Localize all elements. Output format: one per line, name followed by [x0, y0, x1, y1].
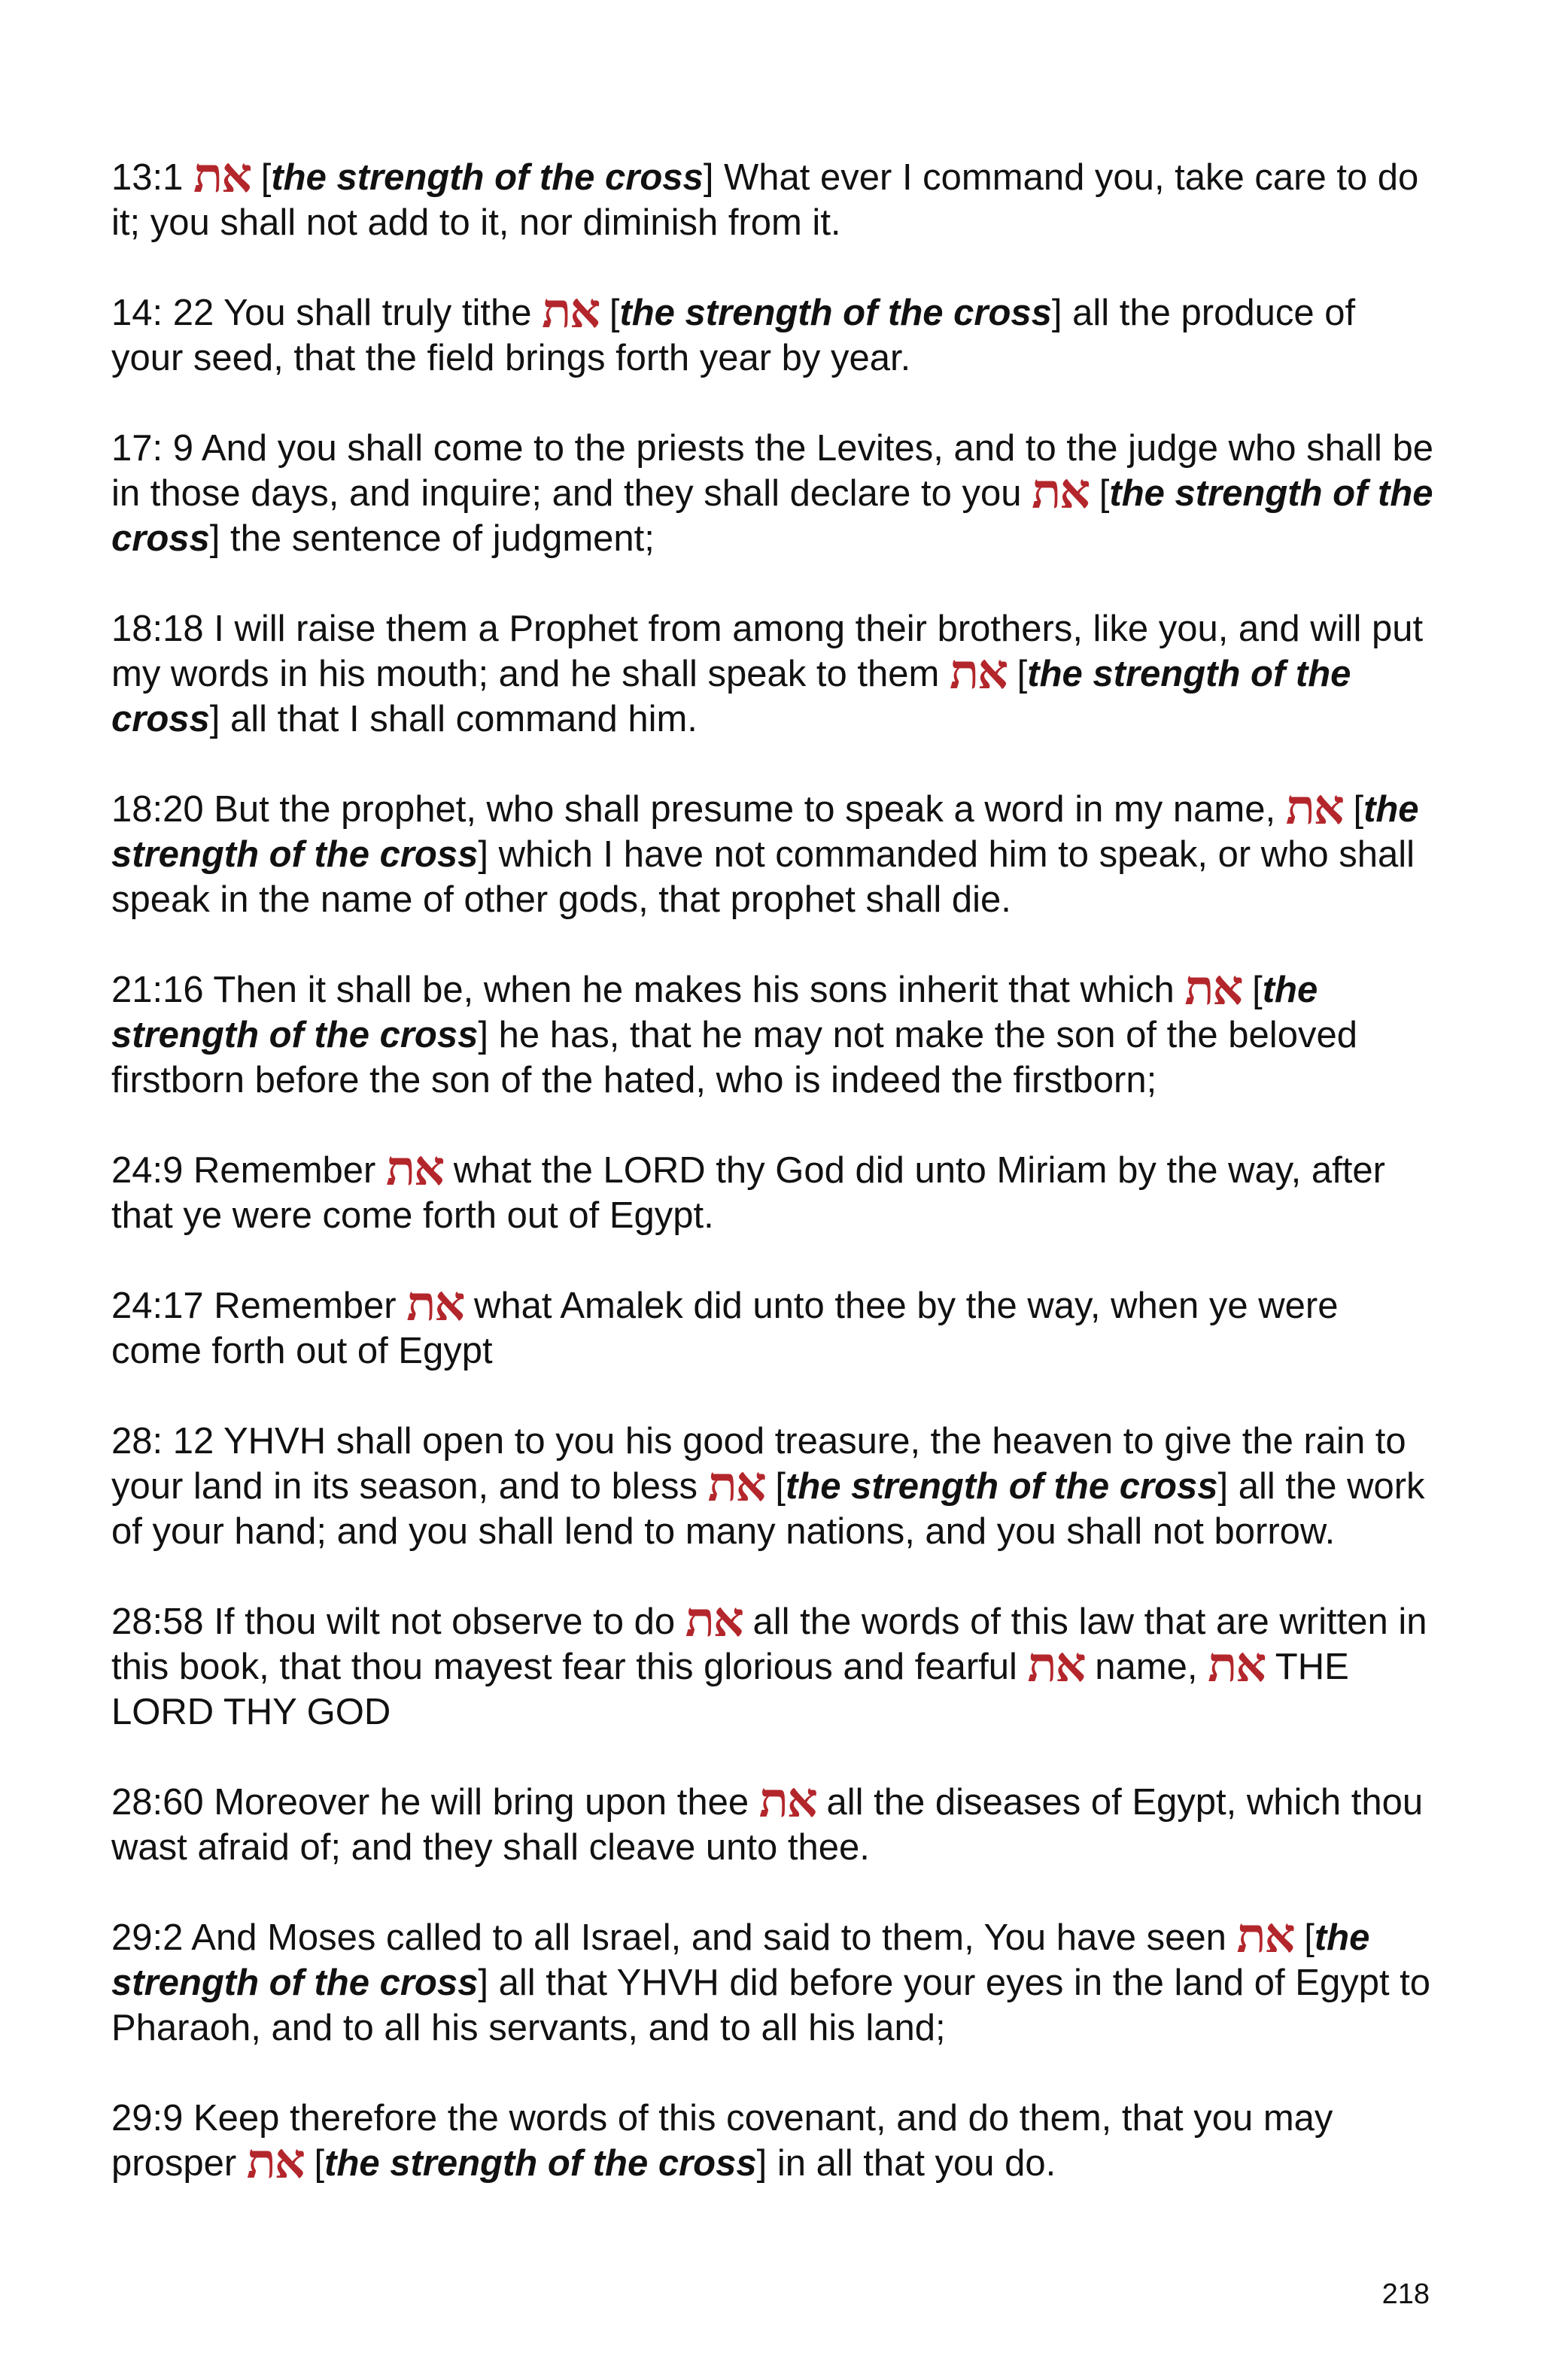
aleph-tav-glyph: את	[406, 1276, 464, 1332]
aleph-tav-glyph: את	[1184, 960, 1242, 1016]
verse-text: [	[1293, 1917, 1315, 1958]
strength-of-cross-phrase: the strength of the cross	[111, 789, 1419, 875]
verse-text: name,	[1084, 1647, 1208, 1687]
aleph-tav-glyph: את	[758, 1772, 816, 1829]
verse-text: [	[1089, 473, 1110, 514]
verse-text: 24:17 Remember	[111, 1286, 407, 1326]
verse-text: all the diseases of Egypt, which thou wast afraid of; and they shall cleave unto thee.	[111, 1782, 1424, 1868]
verse-text: 28:60 Moreover he will bring upon thee	[111, 1782, 759, 1823]
verse-text: [	[599, 293, 620, 333]
strength-of-cross-phrase: the strength of the cross	[786, 1466, 1218, 1507]
verse-text: [	[303, 2143, 325, 2184]
verse-13-1	[111, 147, 1436, 245]
verse-text: 29:2 And Moses called to all Israel, and said to them, You have seen	[111, 1917, 1237, 1958]
aleph-tav-glyph: את	[1236, 1908, 1294, 1964]
verse-24-17	[111, 1276, 1436, 1374]
verse-text: [	[764, 1466, 786, 1507]
verse-text: all the words of this law that are written in this book, that thou mayest fear this glorious and fearful	[111, 1601, 1427, 1687]
verse-18-18	[111, 606, 1436, 742]
verse-28-12	[111, 1419, 1436, 1554]
verse-28-60	[111, 1772, 1436, 1870]
verse-29-2	[111, 1908, 1436, 2051]
verse-text: [	[1342, 789, 1364, 830]
verse-21-16	[111, 960, 1436, 1103]
verse-text: ] in all that you do.	[756, 2143, 1056, 2184]
verse-29-9	[111, 2096, 1436, 2190]
strength-of-cross-phrase: the strength of the cross	[111, 473, 1433, 559]
verse-text: what Amalek did unto thee by the way, when ye were come forth out of Egypt	[111, 1286, 1339, 1371]
strength-of-cross-phrase: the strength of the cross	[111, 970, 1318, 1055]
strength-of-cross-phrase: the strength of the cross	[271, 157, 704, 198]
aleph-tav-glyph: את	[385, 1140, 444, 1197]
verse-text: ] all the produce of your seed, that the field brings forth year by year.	[111, 293, 1356, 378]
aleph-tav-glyph: את	[685, 1592, 743, 1648]
verse-text: 14: 22 You shall truly tithe	[111, 293, 543, 333]
verse-text: 18:20 But the prophet, who shall presume to speak a word in my name,	[111, 789, 1286, 830]
verse-28-58	[111, 1592, 1436, 1735]
verse-text: 21:16 Then it shall be, when he makes his sons inherit that which	[111, 970, 1185, 1010]
verse-text: [	[1007, 654, 1028, 694]
verse-text: THE LORD THY GOD	[111, 1647, 1349, 1732]
verse-14-22	[111, 283, 1436, 381]
aleph-tav-glyph: את	[1208, 1637, 1266, 1693]
verse-text: ] What ever I command you, take care to do it; you shall not add to it, nor diminish from it.	[111, 157, 1419, 243]
verse-18-20	[111, 779, 1436, 922]
verse-text: ] the sentence of judgment;	[209, 518, 655, 559]
verse-text: [	[1242, 970, 1263, 1010]
verse-17-9	[111, 426, 1436, 561]
aleph-tav-glyph: את	[949, 644, 1008, 700]
aleph-tav-glyph: את	[1285, 779, 1343, 836]
verse-text: 17: 9 And you shall come to the priests the Levites, and to the judge who shall be in those days, and inquire; and they shall declare to you	[111, 428, 1433, 514]
strength-of-cross-phrase: the strength of the cross	[619, 293, 1052, 333]
strength-of-cross-phrase: the strength of the cross	[324, 2143, 757, 2184]
verse-24-9	[111, 1140, 1436, 1238]
strength-of-cross-phrase: the strength of the cross	[111, 654, 1351, 739]
verse-text: ] which I have not commanded him to speak, or who shall speak in the name of other gods, that prophet shall die.	[111, 834, 1415, 920]
verse-text: ] all the work of your hand; and you shall lend to many nations, and you shall not borrow.	[111, 1466, 1425, 1552]
verse-text: ] all that I shall command him.	[209, 699, 698, 739]
verse-text: 13:1	[111, 157, 193, 198]
verse-text: 24:9 Remember	[111, 1150, 386, 1191]
aleph-tav-glyph: את	[193, 147, 251, 204]
verse-text: 18:18 I will raise them a Prophet from among their brothers, like you, and will put my words in his mouth; and he shall speak to them	[111, 609, 1424, 694]
verse-text: 28:58 If thou wilt not observe to do	[111, 1601, 685, 1642]
strength-of-cross-phrase: the strength of the cross	[111, 1917, 1370, 2003]
aleph-tav-glyph: את	[1027, 1637, 1085, 1693]
verse-text: ] all that YHVH did before your eyes in the land of Egypt to Pharaoh, and to all his servants, and to all his land;	[111, 1963, 1431, 2048]
aleph-tav-glyph: את	[1032, 463, 1090, 520]
verse-text: what the LORD thy God did unto Miriam by the way, after that ye were come forth out of Egypt.	[111, 1150, 1385, 1236]
verse-text: [	[251, 157, 272, 198]
aleph-tav-glyph: את	[542, 283, 600, 339]
page-body	[111, 147, 1436, 2231]
verse-text: 28: 12 YHVH shall open to you his good treasure, the heaven to give the rain to your land in its season, and to bless	[111, 1421, 1406, 1507]
verse-text: 29:9 Keep therefore the words of this covenant, and do them, that you may prosper	[111, 2098, 1333, 2184]
page-number: 218	[1381, 2278, 1430, 2310]
verse-text: ] he has, that he may not make the son of the beloved firstborn before the son of the hated, who is indeed the firstborn;	[111, 1015, 1357, 1100]
aleph-tav-glyph: את	[707, 1456, 765, 1513]
aleph-tav-glyph: את	[246, 2133, 304, 2190]
